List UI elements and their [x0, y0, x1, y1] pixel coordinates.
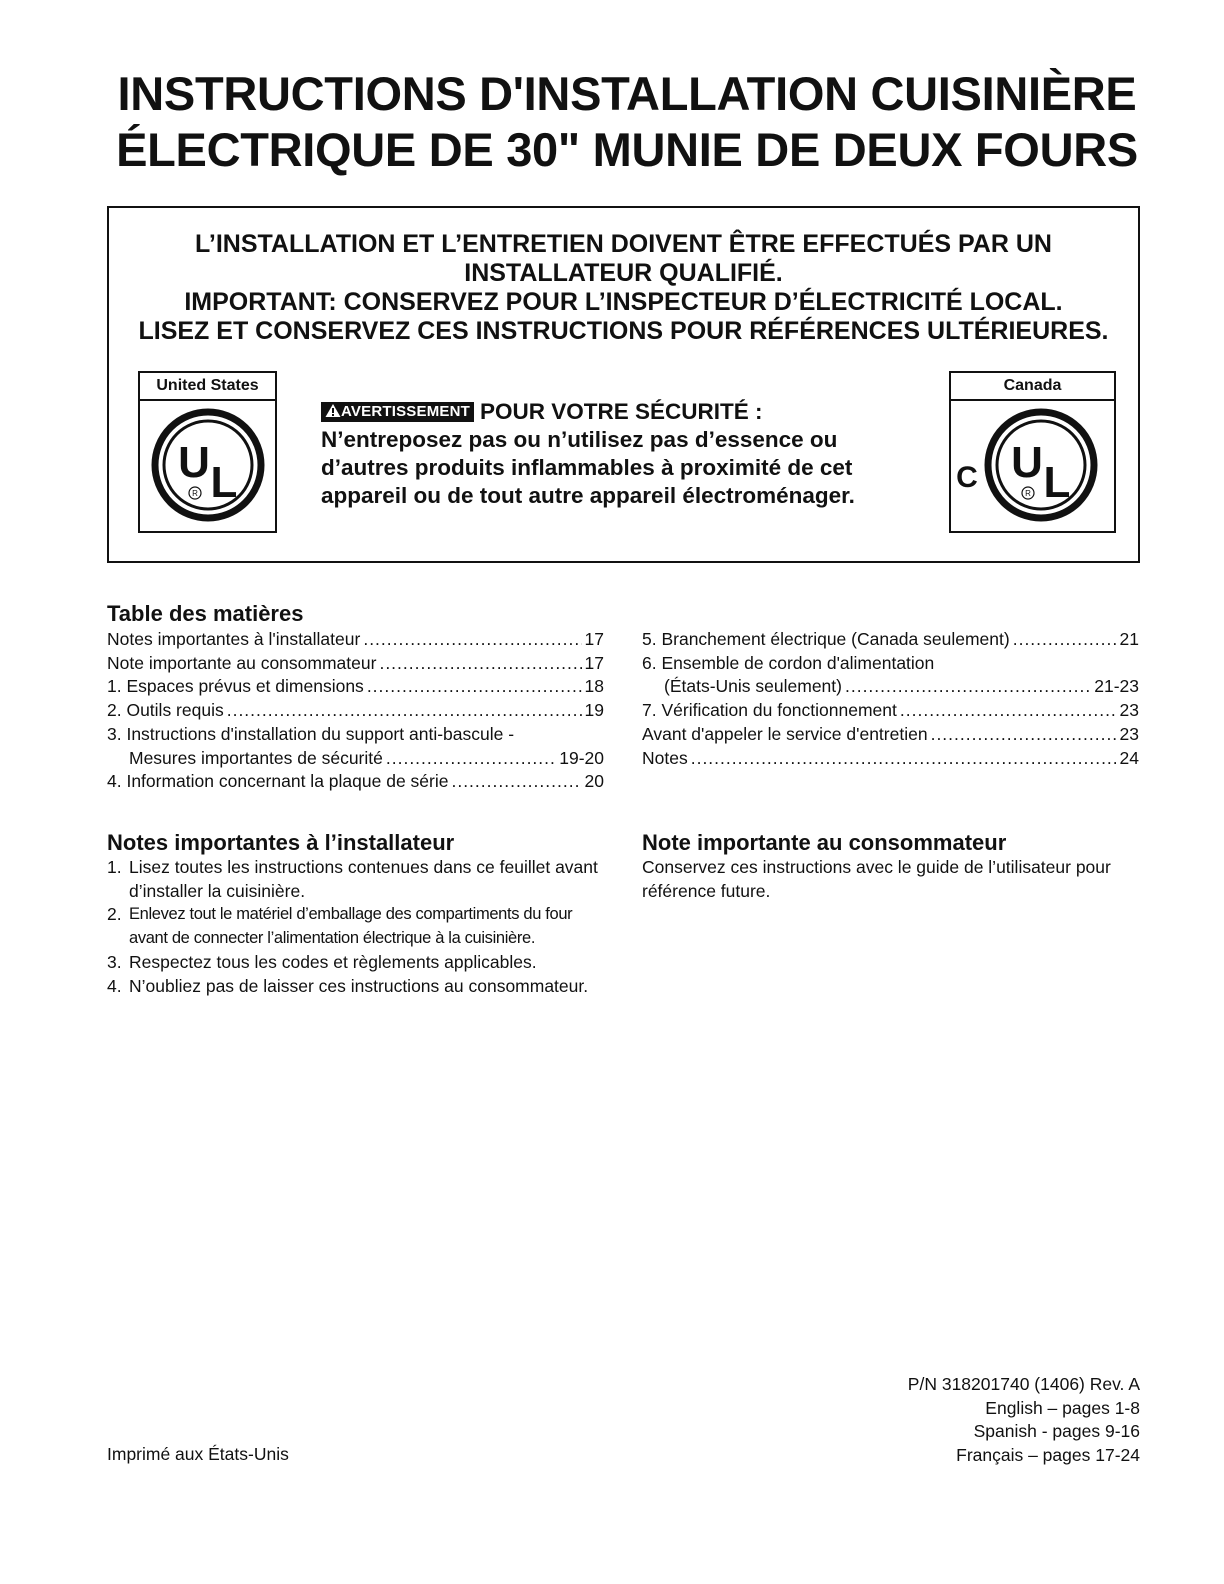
ul-listed-mark-icon: [148, 405, 268, 525]
warning-heading: [109, 230, 1138, 346]
safety-line-1: N’entreposez pas ou n’utilisez pas d’essence ou: [321, 427, 838, 452]
toc-right-column: [642, 628, 1139, 770]
warning-box: [107, 206, 1140, 563]
warning-line-1: L’INSTALLATION ET L’ENTRETIEN DOIVENT ÊTRE EFFECTUÉS PAR UN: [195, 230, 1052, 258]
page-title: [60, 66, 1194, 178]
toc-entry[interactable]: Notes importantes à l'installateur ..... 17: [107, 628, 604, 652]
toc-entry[interactable]: Note importante au consommateur ..... 17: [107, 652, 604, 676]
warning-line-4: LISEZ ET CONSERVEZ CES INSTRUCTIONS POUR RÉFÉRENCES ULTÉRIEURES.: [138, 317, 1109, 345]
toc-entry[interactable]: (États-Unis seulement) ..... 21-23: [642, 675, 1139, 699]
toc-entry[interactable]: 6. Ensemble de cordon d'alimentation: [642, 652, 935, 673]
consumer-note-text: Conservez ces instructions avec le guide de l’utilisateur pour référence future.: [642, 857, 1111, 901]
warning-line-3: IMPORTANT: CONSERVEZ POUR L’INSPECTEUR D’ÉLECTRICITÉ LOCAL.: [184, 288, 1063, 316]
toc-entry[interactable]: Avant d'appeler le service d'entretien ..... 23: [642, 723, 1139, 747]
list-item: 1. Lisez toutes les instructions contenues dans ce feuillet avant d’installer la cuisinière.: [107, 857, 598, 901]
cert-canada-label: Canada: [951, 373, 1114, 401]
svg-text:U: U: [1010, 438, 1043, 487]
english-pages: English – pages 1-8: [985, 1397, 1140, 1418]
part-number: P/N 318201740 (1406) Rev. A: [907, 1374, 1140, 1394]
cert-canada-box: [949, 371, 1116, 533]
warning-line-2: INSTALLATEUR QUALIFIÉ.: [464, 259, 783, 287]
footer-part-info: [908, 1373, 1140, 1468]
warning-badge: [321, 402, 474, 422]
toc-left-column: [107, 628, 604, 794]
svg-text:L: L: [1043, 458, 1070, 507]
toc-entry[interactable]: 1. Espaces prévus et dimensions ..... 18: [107, 675, 604, 699]
svg-text:R: R: [1024, 489, 1031, 498]
french-pages: Français – pages 17-24: [956, 1445, 1140, 1466]
toc-entry[interactable]: 3. Instructions d'installation du support anti-bascule -: [107, 723, 515, 744]
svg-text:U: U: [177, 438, 210, 487]
toc-entry[interactable]: Notes ..... 24: [642, 747, 1139, 771]
cul-listed-mark-icon: [953, 405, 1113, 525]
list-item: 4. N’oubliez pas de laisser ces instructions au consommateur.: [107, 975, 589, 996]
safety-heading-line: [321, 398, 921, 426]
installer-notes-heading: Notes importantes à l’installateur: [107, 830, 455, 855]
warning-triangle-icon: [325, 403, 341, 418]
printed-in: Imprimé aux États-Unis: [107, 1444, 289, 1464]
title-line-1: INSTRUCTIONS D'INSTALLATION CUISINIÈRE: [117, 67, 1137, 120]
warning-badge-text: AVERTISSEMENT: [341, 403, 471, 420]
toc-heading: Table des matières: [107, 601, 304, 626]
svg-text:C: C: [955, 461, 978, 494]
safety-warning: [321, 398, 921, 510]
toc-entry[interactable]: 4. Information concernant la plaque de série ..... 20: [107, 770, 604, 794]
toc-entry[interactable]: 5. Branchement électrique (Canada seulement) ..... 21: [642, 628, 1139, 652]
safety-line-3: appareil ou de tout autre appareil électroménager.: [321, 483, 855, 508]
svg-text:L: L: [210, 458, 237, 507]
consumer-note-heading: Note importante au consommateur: [642, 830, 1007, 855]
svg-text:R: R: [191, 489, 198, 498]
list-item: 3. Respectez tous les codes et règlements applicables.: [107, 951, 537, 972]
cert-us-label: United States: [140, 373, 275, 401]
installer-notes-list: [107, 856, 599, 998]
spanish-pages: Spanish - pages 9-16: [973, 1421, 1140, 1442]
safety-heading: POUR VOTRE SÉCURITÉ :: [480, 399, 763, 424]
cert-us-box: [138, 371, 277, 533]
safety-line-2: d’autres produits inflammables à proximité de cet: [321, 455, 853, 480]
toc-entry[interactable]: 7. Vérification du fonctionnement ..... 23: [642, 699, 1139, 723]
title-line-2: ÉLECTRIQUE DE 30" MUNIE DE DEUX FOURS: [116, 123, 1138, 176]
toc-entry[interactable]: 2. Outils requis ..... 19: [107, 699, 604, 723]
list-item: 2. Enlevez tout le matériel d’emballage des compartiments du four avant de connecter l’alimentation électrique à la cuisinière.: [107, 904, 573, 948]
toc-entry[interactable]: Mesures importantes de sécurité ..... 19-20: [107, 747, 604, 771]
